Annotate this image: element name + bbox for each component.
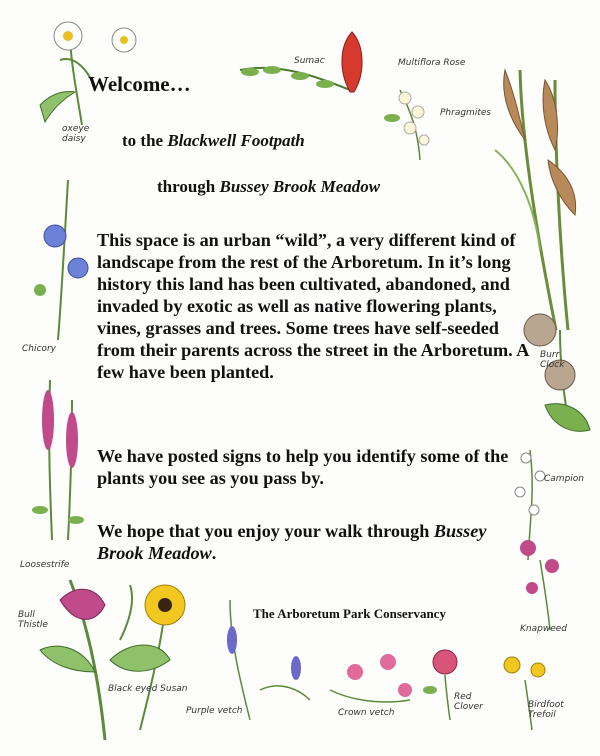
black-eyed-susan-icon: [110, 585, 185, 730]
subtitle-meadow-prefix: through: [157, 177, 220, 196]
intro-paragraph: This space is an urban “wild”, a very different kind of landscape from the rest of the Arboretum. In it’s long history this land has been cultivated, abandoned, and invaded by exotic as well as native flowering plants, vines, grasses and trees. Some trees have self-seeded from their parents across the street in the Arboretum. A few have been planted.: [97, 230, 529, 382]
label-red-clover: Red Clover: [454, 692, 483, 712]
label-crown-vetch: Crown vetch: [338, 708, 395, 718]
welcome-heading: Welcome…: [88, 72, 191, 96]
subtitle-footpath-name: Blackwell Footpath: [167, 131, 305, 150]
closing-meadow-name: Bussey Brook Meadow: [97, 521, 487, 563]
label-loosestrife: Loosestrife: [20, 560, 70, 570]
label-burr-clock: Burr Clock: [540, 350, 565, 370]
label-multiflora-rose: Multiflora Rose: [398, 58, 466, 68]
label-birdfoot-trefoil: Birdfoot Trefoil: [528, 700, 564, 720]
closing-paragraph: [97, 520, 537, 564]
loosestrife-icon: [32, 380, 84, 540]
label-chicory: Chicory: [22, 344, 56, 354]
closing-suffix: .: [211, 543, 217, 563]
label-oxeye-daisy: oxeye daisy: [62, 124, 90, 144]
multiflora-rose-icon: [384, 90, 429, 160]
label-knapweed: Knapweed: [520, 624, 567, 634]
red-clover-icon: [423, 650, 457, 720]
label-phragmites: Phragmites: [440, 108, 492, 118]
subtitle-footpath: [122, 131, 305, 151]
organization-name: The Arboretum Park Conservancy: [253, 606, 446, 621]
label-purple-vetch: Purple vetch: [186, 706, 243, 716]
label-black-eyed-susan: Black eyed Susan: [108, 684, 188, 694]
closing-prefix: We hope that you enjoy your walk through: [97, 521, 434, 541]
subtitle-meadow: [157, 177, 380, 197]
signs-paragraph: We have posted signs to help you identify some of the plants you see as you pass by.: [97, 446, 509, 488]
label-sumac: Sumac: [294, 56, 325, 66]
label-campion: Campion: [544, 474, 584, 484]
subtitle-footpath-prefix: to the: [122, 131, 168, 150]
crown-vetch-icon: [330, 654, 412, 702]
label-bull-thistle: Bull Thistle: [18, 610, 48, 630]
chicory-icon: [34, 180, 88, 340]
subtitle-meadow-name: Bussey Brook Meadow: [219, 177, 381, 196]
